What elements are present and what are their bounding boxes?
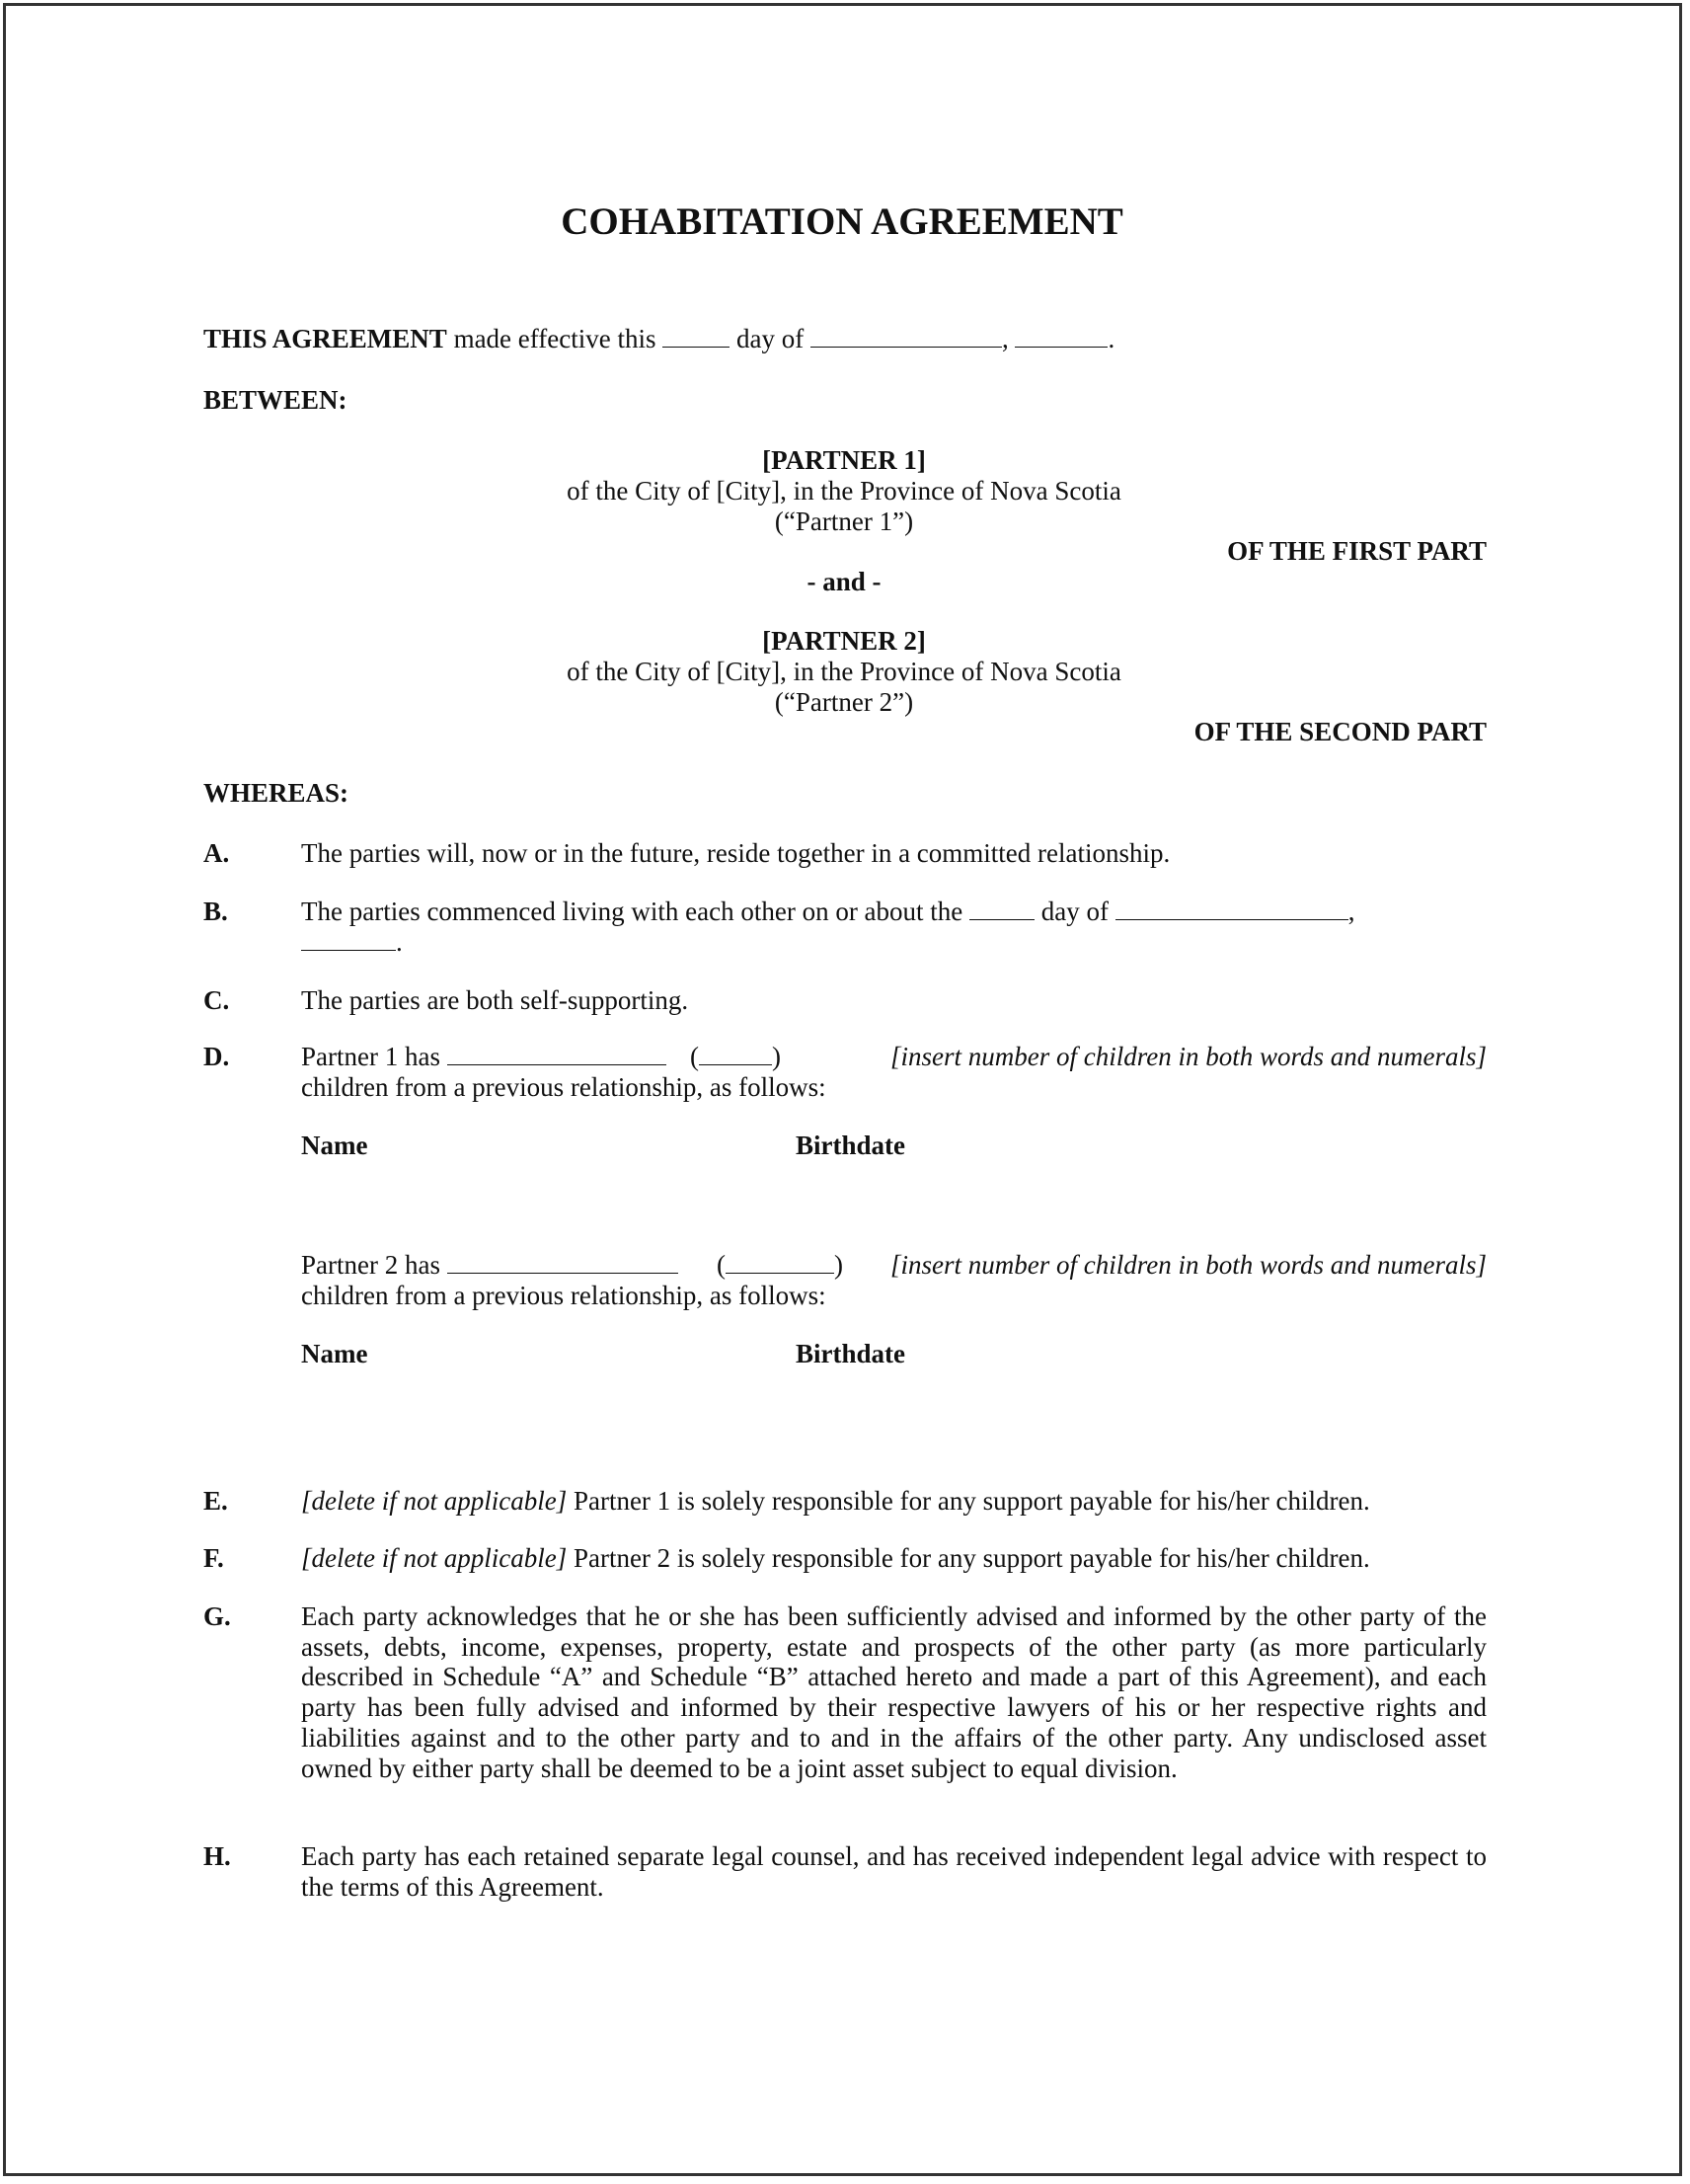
recital-b-year-blank (301, 928, 396, 951)
recital-d-p2-paren-close: ) (834, 1250, 843, 1280)
recital-d-p2-lead: Partner 2 has (301, 1250, 440, 1280)
document-title: COHABITATION AGREEMENT (561, 200, 1123, 243)
recital-f-text: Partner 2 is solely responsible for any support payable for his/her children. (573, 1543, 1370, 1573)
partner2-location: of the City of [City], in the Province of Nova Scotia (567, 657, 1121, 686)
partner1-name: [PARTNER 1] (762, 445, 926, 475)
recital-e-line (301, 1486, 1370, 1517)
recital-b-comma: , (1347, 897, 1355, 926)
recital-g-letter: G. (203, 1601, 231, 1631)
recital-d-p2-paren-open: ( (717, 1250, 726, 1280)
recital-d-p2-numeral-blank (726, 1251, 834, 1274)
partner1-part: OF THE FIRST PART (1227, 536, 1487, 566)
intro-comma: , (1001, 324, 1009, 353)
partner1-alias: (“Partner 1”) (774, 507, 914, 536)
recital-c-letter: C. (203, 985, 230, 1015)
intro-line (203, 324, 1114, 354)
partner2-name: [PARTNER 2] (762, 626, 926, 656)
recital-d-p1-paren (690, 1042, 781, 1072)
recital-d-letter: D. (203, 1042, 230, 1071)
intro-text: made effective this (453, 324, 656, 353)
partner2-part: OF THE SECOND PART (1193, 717, 1487, 746)
recital-d-p1-words-blank (447, 1043, 666, 1065)
recital-d-p1-lead: Partner 1 has (301, 1042, 440, 1071)
recital-b-text: The parties commenced living with each other on or about the (301, 897, 963, 926)
recital-d-p1-paren-open: ( (690, 1042, 699, 1071)
intro-day-blank (662, 325, 730, 348)
recital-a-text: The parties will, now or in the future, reside together in a committed relationship. (301, 838, 1171, 868)
recital-b-day-of: day of (1040, 897, 1110, 926)
and-separator: - and - (807, 567, 882, 596)
intro-lead: THIS AGREEMENT (203, 324, 447, 353)
children-name-header-2: Name (301, 1339, 368, 1368)
recital-d-p2-line1 (301, 1250, 678, 1281)
recital-c-text: The parties are both self-supporting. (301, 985, 689, 1015)
recital-b-line1 (301, 897, 1487, 927)
between-heading: BETWEEN: (203, 385, 347, 415)
recital-f-note: [delete if not applicable] (301, 1543, 568, 1573)
partner2-alias: (“Partner 2”) (774, 687, 914, 717)
recital-a-letter: A. (203, 838, 230, 868)
recital-f-letter: F. (203, 1543, 224, 1573)
recital-d-p1-tail: children from a previous relationship, as follows: (301, 1072, 826, 1102)
children-name-header: Name (301, 1131, 368, 1160)
whereas-heading: WHEREAS: (203, 778, 349, 808)
recital-b-line2 (301, 927, 403, 958)
children-birthdate-header: Birthdate (796, 1131, 905, 1160)
recital-d-p2-tail: children from a previous relationship, as follows: (301, 1281, 826, 1310)
recital-b-letter: B. (203, 897, 228, 926)
partner1-location: of the City of [City], in the Province of Nova Scotia (567, 476, 1121, 506)
recital-d-p1-line1 (301, 1042, 666, 1072)
recital-d-p2-paren (717, 1250, 843, 1281)
intro-year-blank (1015, 325, 1108, 348)
recital-d-p2-note: [insert number of children in both words and numerals] (889, 1250, 1487, 1280)
intro-period: . (1108, 324, 1115, 353)
intro-day-of: day of (735, 324, 805, 353)
intro-month-blank (810, 325, 1002, 348)
recital-g-text: Each party acknowledges that he or she has been sufficiently advised and informed by the other party of the assets, debts, income, expenses, property, estate and prospects of the other party (as more particularly described in Schedule “A” and Schedule “B” attached hereto and made a part of this Agreement), and each party has been fully advised and informed by their respective lawyers of his or her respective rights and liabilities against and to the other party and to and in the affairs of the other party. Any undisclosed asset owned by either party shall be deemed to be a joint asset subject to equal division. (301, 1601, 1487, 1783)
recital-e-note: [delete if not applicable] (301, 1486, 568, 1516)
children-birthdate-header-2: Birthdate (796, 1339, 905, 1368)
recital-b-day-blank (969, 897, 1035, 920)
recital-e-text: Partner 1 is solely responsible for any support payable for his/her children. (573, 1486, 1370, 1516)
recital-f-line (301, 1543, 1370, 1574)
recital-h-text: Each party has each retained separate legal counsel, and has received independent legal advice with respect to the terms of this Agreement. (301, 1841, 1487, 1902)
recital-d-p1-paren-close: ) (772, 1042, 781, 1071)
recital-d-p1-note: [insert number of children in both words and numerals] (889, 1042, 1487, 1071)
recital-e-letter: E. (203, 1486, 228, 1516)
recital-d-p1-numeral-blank (699, 1043, 772, 1065)
recital-h-letter: H. (203, 1841, 231, 1871)
recital-d-p2-words-blank (447, 1251, 678, 1274)
recital-b-month-blank (1115, 897, 1348, 920)
recital-b-period: . (396, 927, 403, 957)
